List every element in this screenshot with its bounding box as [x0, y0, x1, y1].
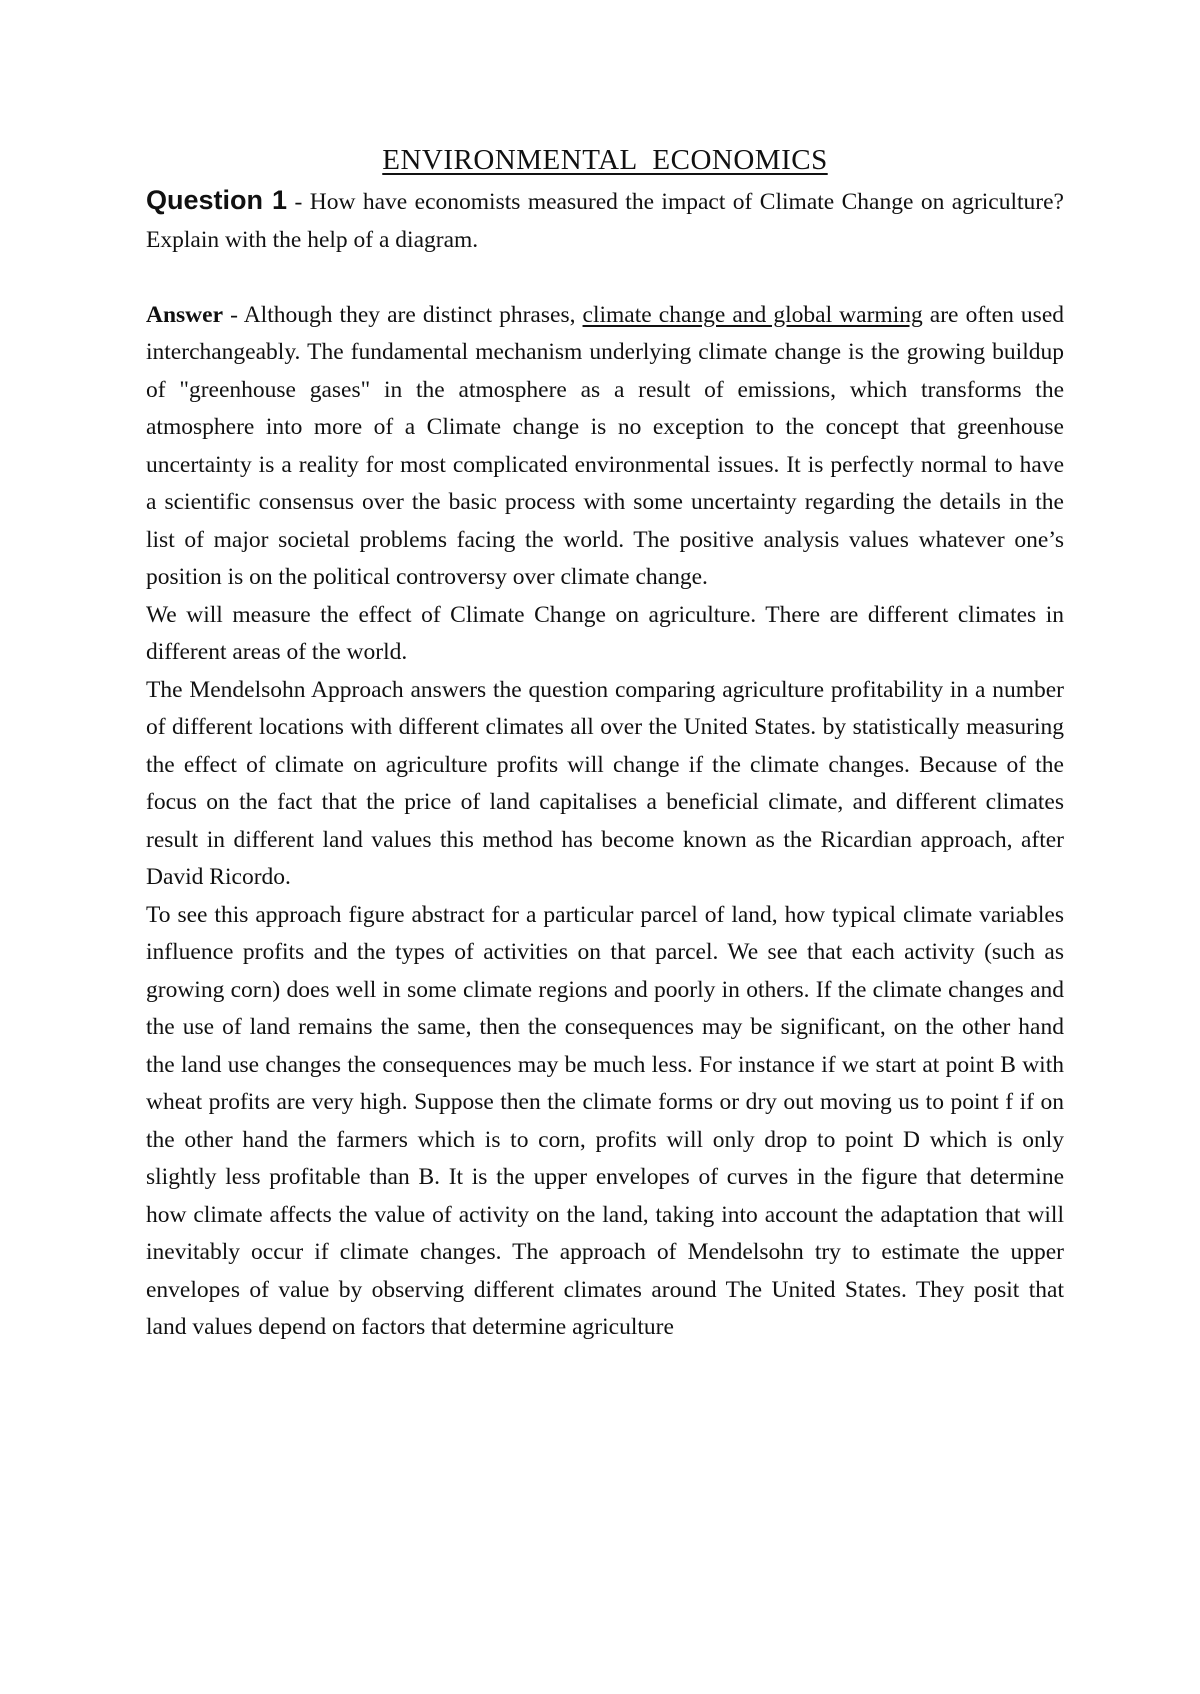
- answer-intro-paragraph: [146, 297, 1064, 597]
- answer-intro-rest: are often used interchangeably. The fundamental mechanism underlying climate change is the growing buildup of "greenhouse gases" in the atmosphere as a result of emissions, which transforms the atmosphere into more of a Climate change is no exception to the concept that greenhouse uncertainty is a reality for most complicated environmental issues. It is perfectly normal to have a scientific consensus over the basic process with some uncertainty regarding the details in the list of major societal problems facing the world. The positive analysis values whatever one’s position is on the political controversy over climate change.: [146, 301, 1064, 590]
- answer-label: Answer: [146, 301, 224, 328]
- document-title: ENVIRONMENTAL ECONOMICS: [382, 144, 828, 176]
- answer-paragraph-4: To see this approach figure abstract for a particular parcel of land, how typical climate variables influence profits and the types of activities on that parcel. We see that each activity (such as growing corn) does well in some climate regions and poorly in others. If the climate changes and the use of land remains the same, then the consequences may be significant, on the other hand the land use changes the consequences may be much less. For instance if we start at point B with wheat profits are very high. Suppose then the climate forms or dry out moving us to point f if on the other hand the farmers which is to corn, profits will only drop to point D which is only slightly less profitable than B. It is the upper envelopes of curves in the figure that determine how climate affects the value of activity on the land, taking into account the adaptation that will inevitably occur if climate changes. The approach of Mendelsohn try to estimate the upper envelopes of value by observing different climates around The United States. They posit that land values depend on factors that determine agriculture: [146, 901, 1064, 1340]
- question-label: Question 1: [146, 185, 288, 215]
- underlined-phrase: climate change and global warming: [582, 301, 923, 328]
- question-paragraph: [146, 182, 1064, 259]
- answer-intro-lead: - Although they are distinct phrases,: [223, 301, 583, 328]
- document-body: [146, 138, 1064, 1347]
- paragraph-spacer: [146, 259, 1064, 297]
- question-text: - How have economists measured the impact of Climate Change on agriculture? Explain with the help of a diagram.: [146, 189, 1064, 253]
- answer-paragraph-3: The Mendelsohn Approach answers the question comparing agriculture profitability in a number of different locations with different climates all over the United States. by statistically measuring the effect of climate on agriculture profits will change if the climate changes. Because of the focus on the fact that the price of land capitalises a beneficial climate, and different climates result in different land values this method has become known as the Ricardian approach, after David Ricordo.: [146, 676, 1064, 890]
- answer-paragraph-2: We will measure the effect of Climate Change on agriculture. There are different climates in different areas of the world.: [146, 601, 1064, 665]
